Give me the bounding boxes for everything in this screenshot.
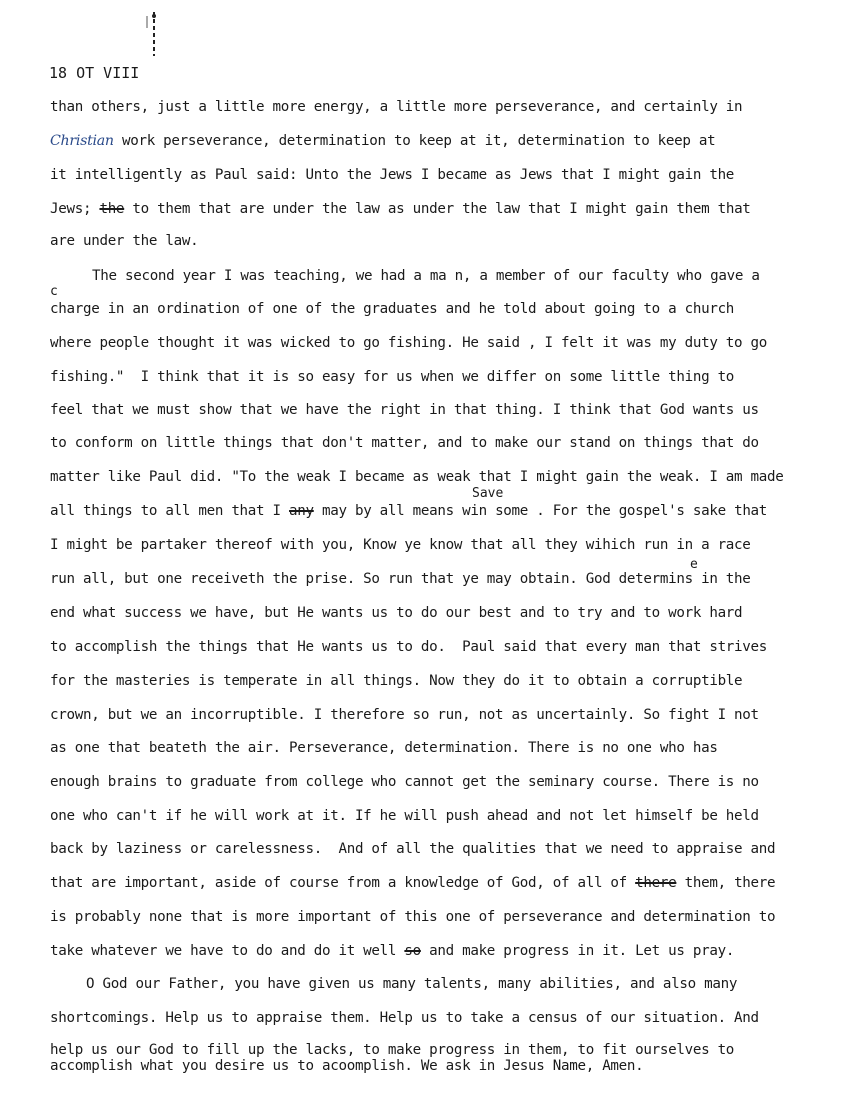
text-line bbox=[50, 503, 767, 519]
insertion-mark: e bbox=[690, 557, 698, 572]
text-line: where people thought it was wicked to go fishing. He said , I felt it was my duty to go bbox=[50, 335, 768, 351]
text-line: O God our Father, you have given us many talents, many abilities, and also many bbox=[86, 976, 738, 992]
text-line bbox=[50, 943, 734, 959]
text-line: as one that beateth the air. Perseverance, determination. There is no one who has bbox=[50, 740, 718, 756]
struck-word: the bbox=[99, 201, 125, 217]
text-line bbox=[50, 133, 715, 149]
text-line: one who can't if he will work at it. If he will push ahead and not let himself be held bbox=[50, 808, 759, 824]
text-line: help us our God to fill up the lacks, to make progress in them, to fit ourselves to bbox=[50, 1042, 735, 1058]
text-line: end what success we have, but He wants us to do our best and to try and to work hard bbox=[50, 605, 743, 621]
text-line-rest: them, there bbox=[676, 875, 776, 891]
staple-mark bbox=[136, 8, 166, 64]
struck-word: so bbox=[404, 943, 421, 959]
struck-word: there bbox=[635, 875, 677, 891]
insertion-mark: c bbox=[50, 284, 58, 299]
text-line: crown, but we an incorruptible. I therefore so run, not as uncertainly. So fight I not bbox=[50, 707, 759, 723]
page-header: 18 OT VIII bbox=[49, 64, 140, 82]
text-line-start: that are important, aside of course from a knowledge of God, of all of bbox=[50, 875, 636, 891]
text-line: enough brains to graduate from college who cannot get the seminary course. There is no bbox=[50, 774, 759, 790]
text-line: shortcomings. Help us to appraise them. Help us to take a census of our situation. And bbox=[50, 1010, 759, 1026]
text-line: to accomplish the things that He wants us to do. Paul said that every man that strives bbox=[50, 639, 768, 655]
text-line: run all, but one receiveth the prise. So run that ye may obtain. God determins in the bbox=[50, 571, 751, 587]
text-line: accomplish what you desire us to acoomplish. We ask in Jesus Name, Amen. bbox=[50, 1058, 644, 1074]
text-line: fishing." I think that it is so easy for us when we differ on some little thing to bbox=[50, 369, 735, 385]
text-line: charge in an ordination of one of the graduates and he told about going to a church bbox=[50, 301, 735, 317]
text-line-rest: and make progress in it. Let us pray. bbox=[420, 943, 735, 959]
text-line: than others, just a little more energy, a little more perseverance, and certainly in bbox=[50, 99, 743, 115]
text-line bbox=[50, 201, 751, 217]
insertion-mark: Save bbox=[472, 486, 504, 501]
text-line: matter like Paul did. "To the weak I became as weak that I might gain the weak. I am made bbox=[50, 469, 784, 485]
text-line: are under the law. bbox=[50, 233, 199, 249]
text-line: back by laziness or carelessness. And of all the qualities that we need to appraise and bbox=[50, 841, 776, 857]
text-line-start: all things to all men that I bbox=[50, 503, 290, 519]
text-line-rest: work perseverance, determination to keep at it, determination to keep at bbox=[113, 133, 716, 149]
text-line bbox=[50, 875, 775, 891]
text-line: The second year I was teaching, we had a ma n, a member of our faculty who gave a bbox=[92, 268, 760, 284]
text-line-rest: may by all means win some . For the gospel's sake that bbox=[313, 503, 768, 519]
text-line: it intelligently as Paul said: Unto the Jews I became as Jews that I might gain the bbox=[50, 167, 735, 183]
text-line-rest: to them that are under the law as under the law that I might gain them that bbox=[124, 201, 751, 217]
struck-word: any bbox=[289, 503, 314, 519]
text-line: feel that we must show that we have the right in that thing. I think that God wants us bbox=[50, 402, 759, 418]
text-line: is probably none that is more important of this one of perseverance and determination to bbox=[50, 909, 776, 925]
text-line-start: take whatever we have to do and do it well bbox=[50, 943, 405, 959]
handwritten-word: Christian bbox=[50, 133, 114, 149]
text-line: for the masteries is temperate in all things. Now they do it to obtain a corruptible bbox=[50, 673, 743, 689]
text-line: to conform on little things that don't matter, and to make our stand on things that do bbox=[50, 435, 759, 451]
text-line-start: Jews; bbox=[50, 201, 100, 217]
text-line: I might be partaker thereof with you, Know ye know that all they wihich run in a race bbox=[50, 537, 751, 553]
